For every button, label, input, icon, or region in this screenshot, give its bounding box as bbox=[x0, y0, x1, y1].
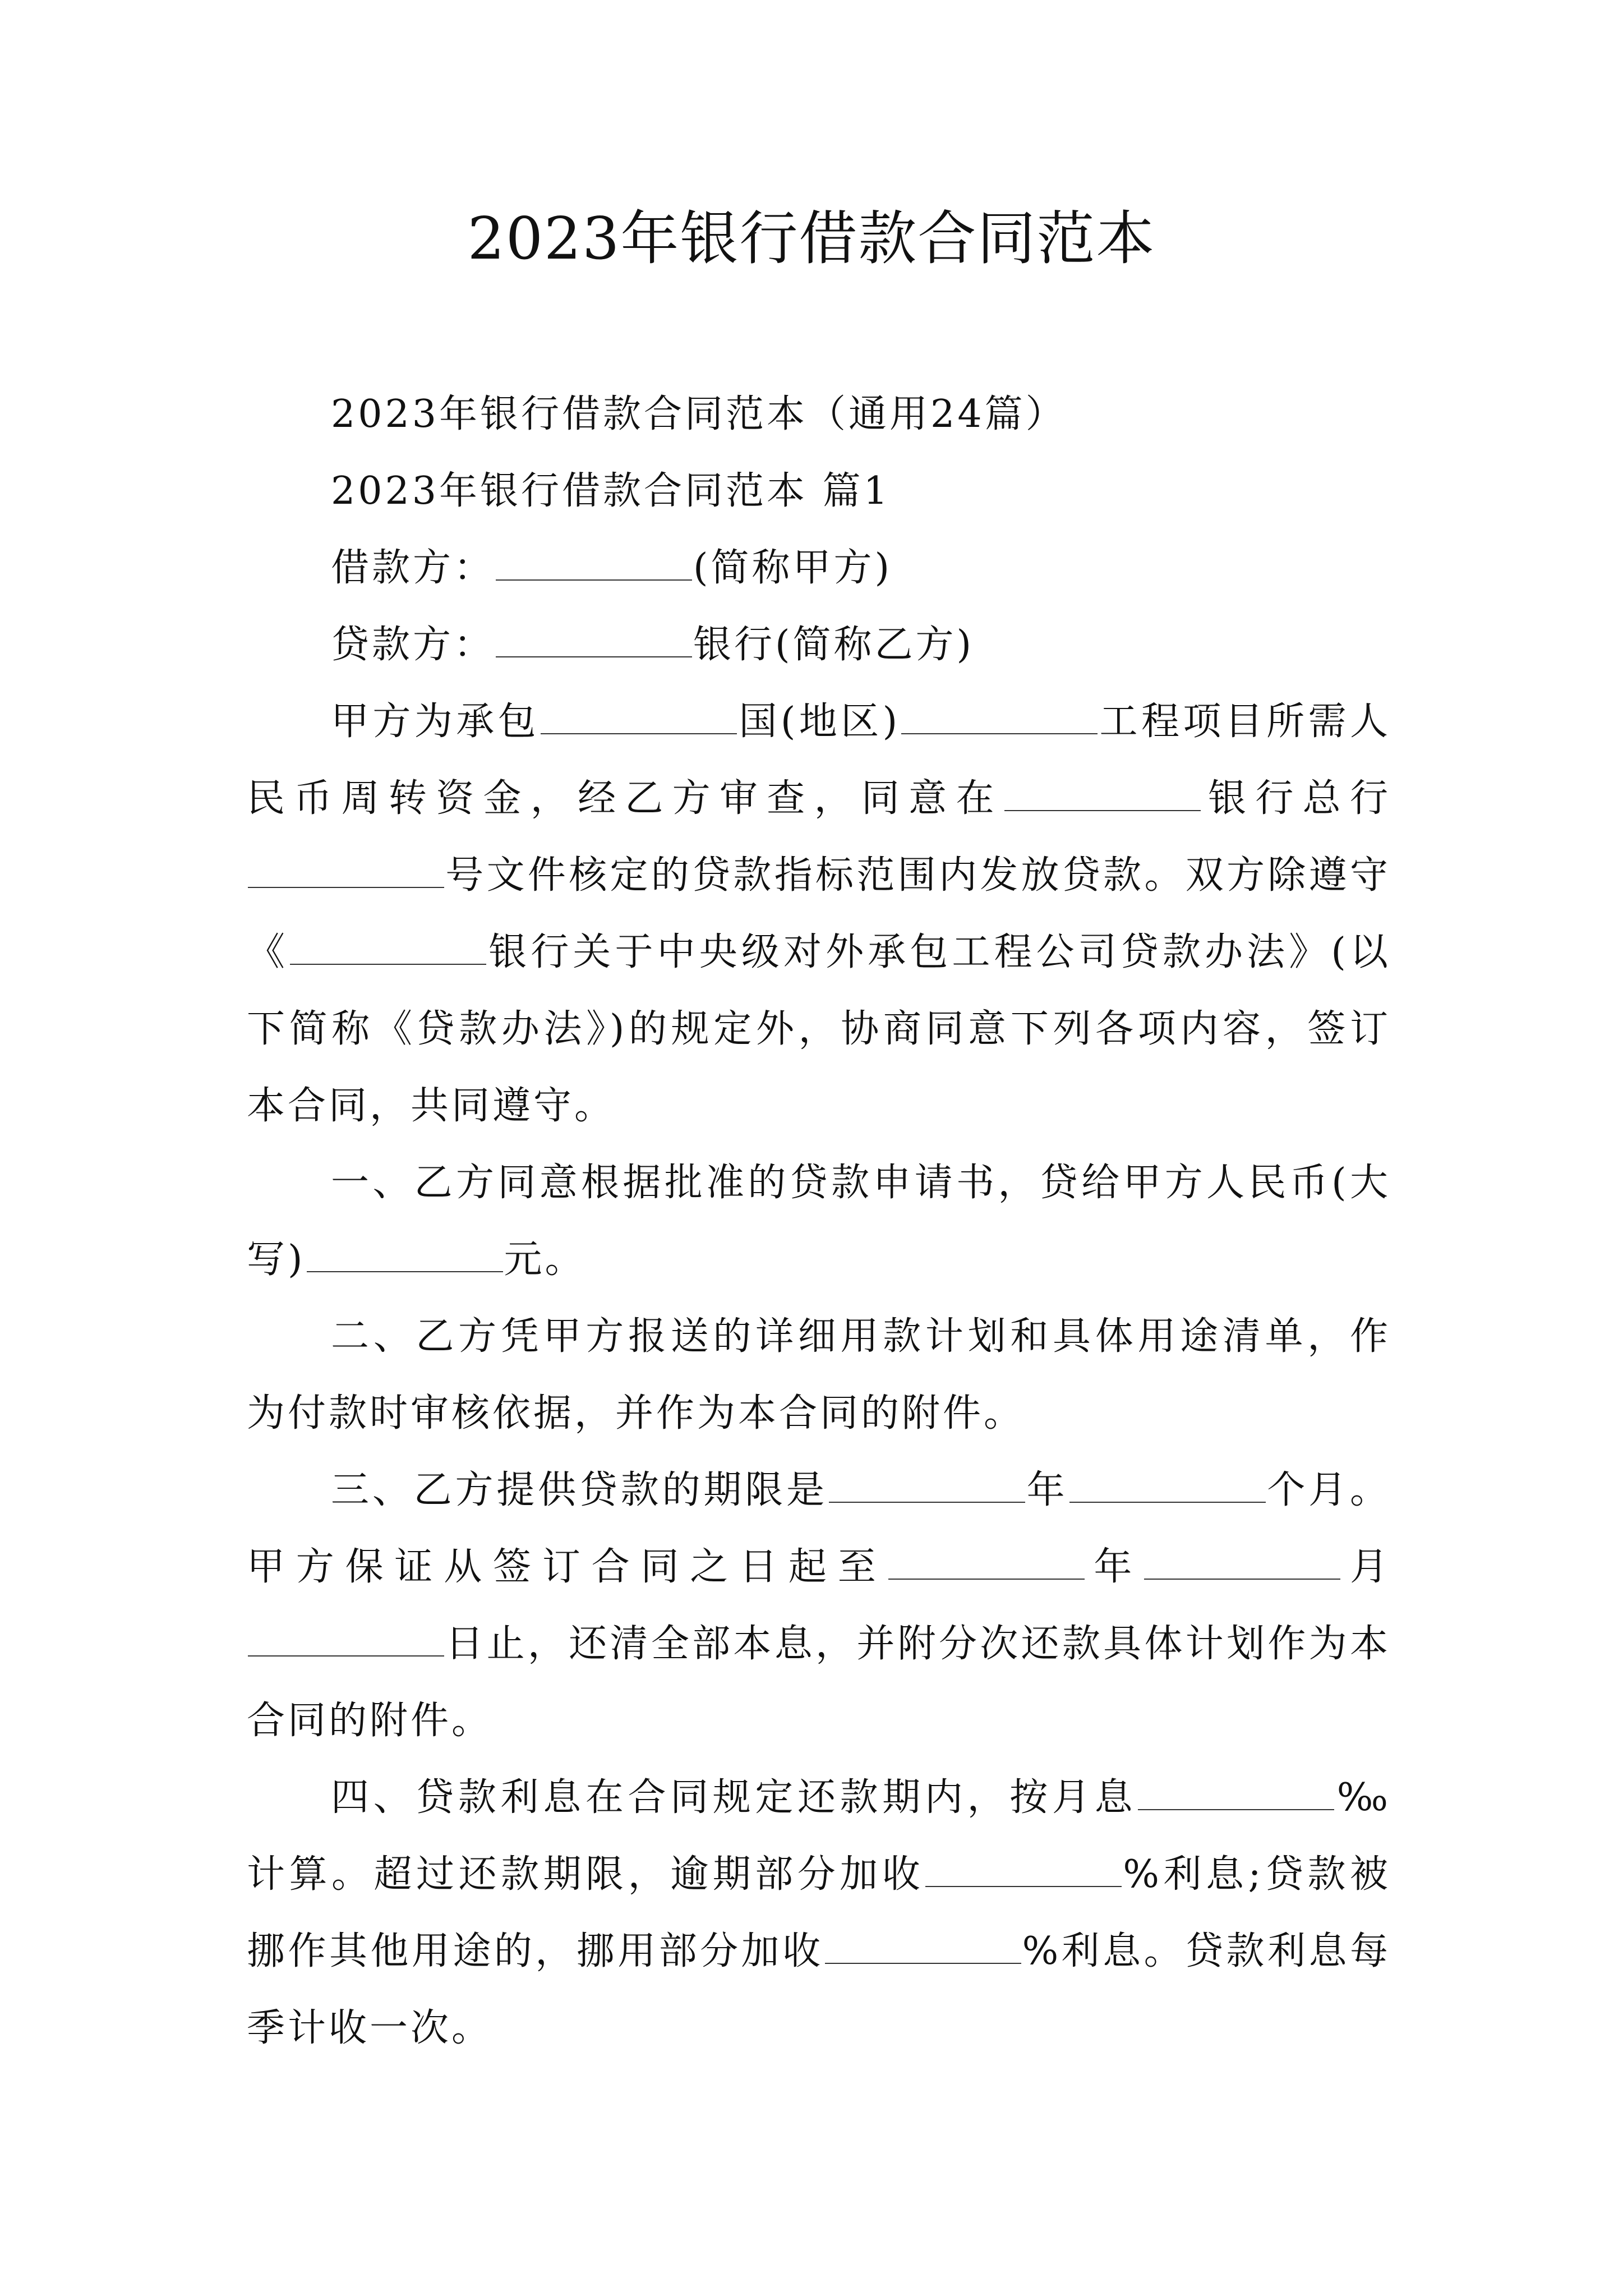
fill-in-blank bbox=[496, 546, 692, 581]
fill-in-blank bbox=[290, 930, 486, 965]
document-body bbox=[247, 376, 1391, 2067]
fill-in-blank bbox=[1138, 1775, 1334, 1810]
document-title: 2023年银行借款合同范本 bbox=[467, 204, 1156, 273]
paragraph-text: 月 bbox=[1341, 1545, 1391, 1589]
fill-in-blank bbox=[248, 1622, 444, 1657]
paragraph-text: 一、乙方同意根据批准的贷款申请书，贷给甲方人民币(大写) bbox=[247, 1161, 1391, 1282]
paragraph-text: 年 bbox=[1085, 1545, 1144, 1589]
lender-line bbox=[247, 606, 1391, 683]
fill-in-blank bbox=[496, 623, 692, 657]
clause-1-paragraph bbox=[247, 1144, 1391, 1298]
paragraph-text: 日止，还清全部本息，并附分次还款具体计划作为本合同的附件。 bbox=[247, 1622, 1391, 1743]
fill-in-blank bbox=[901, 700, 1098, 734]
fill-in-blank bbox=[1004, 776, 1201, 811]
fill-in-blank bbox=[829, 1468, 1025, 1503]
paragraph-text: (简称甲方) bbox=[693, 546, 893, 590]
preamble-paragraph bbox=[247, 683, 1391, 1144]
fill-in-blank bbox=[541, 700, 737, 734]
borrower-line bbox=[247, 530, 1391, 606]
clause-4-paragraph bbox=[247, 1759, 1391, 2067]
fill-in-blank bbox=[307, 1237, 503, 1272]
paragraph-text: 借款方： bbox=[331, 546, 495, 590]
paragraph-text: 银行关于中央级对外承包工程公司贷款办法》(以下简称《贷款办法》)的规定外，协商同意下列各项内容，签订本合同，共同遵守。 bbox=[247, 930, 1391, 1128]
paragraph-text: 2023年银行借款合同范本（通用24篇） bbox=[331, 392, 1067, 436]
paragraph-text: 二、乙方凭甲方报送的详细用款计划和具体用途清单，作为付款时审核依据，并作为本合同的附件。 bbox=[247, 1314, 1391, 1435]
clause-2-paragraph bbox=[247, 1298, 1391, 1452]
paragraph-text: %利息;贷款被挪作其他用途的，挪用部分加收 bbox=[247, 1852, 1391, 1973]
fill-in-blank bbox=[925, 1852, 1122, 1887]
paragraph-text: %利息。贷款利息每季计收一次。 bbox=[247, 1929, 1391, 2050]
paragraph-text: 元。 bbox=[504, 1237, 586, 1282]
paragraph-text: 个月。甲方保证从签订合同之日起至 bbox=[247, 1468, 1391, 1589]
fill-in-blank bbox=[1069, 1468, 1266, 1503]
paragraph-text: 三、乙方提供贷款的期限是 bbox=[331, 1468, 828, 1512]
document-subtitle bbox=[247, 376, 1391, 453]
fill-in-blank bbox=[825, 1929, 1021, 1964]
paragraph-text: 年 bbox=[1026, 1468, 1068, 1512]
fill-in-blank bbox=[248, 853, 444, 888]
paragraph-text: 贷款方： bbox=[331, 623, 495, 667]
paragraph-text: 国(地区) bbox=[738, 700, 901, 744]
clause-3-paragraph bbox=[247, 1452, 1391, 1759]
paragraph-text: 号文件核定的贷款指标范围内发放贷款。双方除遵守《 bbox=[247, 853, 1391, 974]
paragraph-text: 2023年银行借款合同范本 篇1 bbox=[331, 469, 891, 513]
paragraph-text: 四、贷款利息在合同规定还款期内，按月息 bbox=[331, 1775, 1137, 1820]
paragraph-text: 银行(简称乙方) bbox=[693, 623, 975, 667]
fill-in-blank bbox=[888, 1545, 1085, 1580]
paragraph-text: 银行总行 bbox=[1201, 776, 1391, 821]
fill-in-blank bbox=[1144, 1545, 1340, 1580]
paragraph-text: ‰计算。超过还款期限，逾期部分加收 bbox=[247, 1775, 1391, 1897]
paragraph-text: 甲方为承包 bbox=[331, 700, 540, 744]
chapter-heading bbox=[247, 453, 1391, 530]
paragraph-text: 工程项目所需人民币周转资金，经乙方审查，同意在 bbox=[247, 700, 1391, 821]
